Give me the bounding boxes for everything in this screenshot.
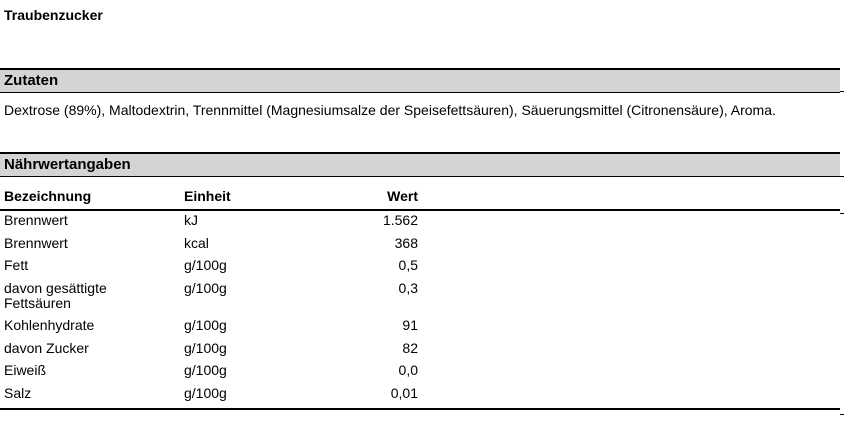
- ingredients-text: Dextrose (89%), Maltodextrin, Trennmittel (Magnesiumsalze der Speisefettsäuren), Säuerungsmittel (Citronensäure), Aroma.: [4, 102, 776, 118]
- nutrient-unit: kcal: [184, 235, 209, 251]
- table-header-rule: [0, 209, 840, 211]
- product-title: Traubenzucker: [4, 7, 103, 23]
- column-header-unit: Einheit: [184, 188, 231, 204]
- divider-tick: [840, 91, 844, 92]
- nutrient-unit: kJ: [184, 212, 198, 228]
- nutrient-value: 91: [402, 317, 418, 333]
- table-bottom-rule: [0, 408, 840, 410]
- nutrient-value: 368: [394, 235, 418, 251]
- nutrient-value: 82: [402, 340, 418, 356]
- nutrient-unit: g/100g: [184, 340, 227, 356]
- nutrient-value: 0,01: [390, 385, 418, 401]
- nutrient-value: 0,0: [398, 362, 418, 378]
- nutrient-unit: g/100g: [184, 280, 227, 296]
- nutrient-unit: g/100g: [184, 385, 227, 401]
- nutrient-name: Eiweiß: [4, 362, 47, 378]
- column-header-value: Wert: [387, 188, 418, 204]
- divider-tick: [840, 213, 844, 214]
- nutrition-heading: Nährwertangaben: [4, 156, 131, 173]
- nutrient-name: Brennwert: [4, 212, 68, 228]
- nutrient-unit: g/100g: [184, 362, 227, 378]
- nutrient-value: 0,3: [398, 280, 418, 296]
- nutrient-value: 1.562: [382, 212, 418, 228]
- column-header-name: Bezeichnung: [4, 188, 92, 204]
- nutrient-unit: g/100g: [184, 317, 227, 333]
- nutrition-header: [0, 152, 840, 177]
- nutrient-unit: g/100g: [184, 257, 227, 273]
- divider-tick: [840, 176, 844, 177]
- ingredients-heading: Zutaten: [4, 72, 59, 89]
- divider-tick: [840, 414, 844, 415]
- nutrient-name: Brennwert: [4, 235, 68, 251]
- nutrient-name: Kohlenhydrate: [4, 317, 95, 333]
- nutrient-name: davon gesättigte Fettsäuren: [4, 280, 107, 311]
- nutrient-value: 0,5: [398, 257, 418, 273]
- nutrient-name: Salz: [4, 385, 32, 401]
- ingredients-header: [0, 68, 840, 93]
- nutrient-name: Fett: [4, 257, 29, 273]
- nutrient-name: davon Zucker: [4, 340, 89, 356]
